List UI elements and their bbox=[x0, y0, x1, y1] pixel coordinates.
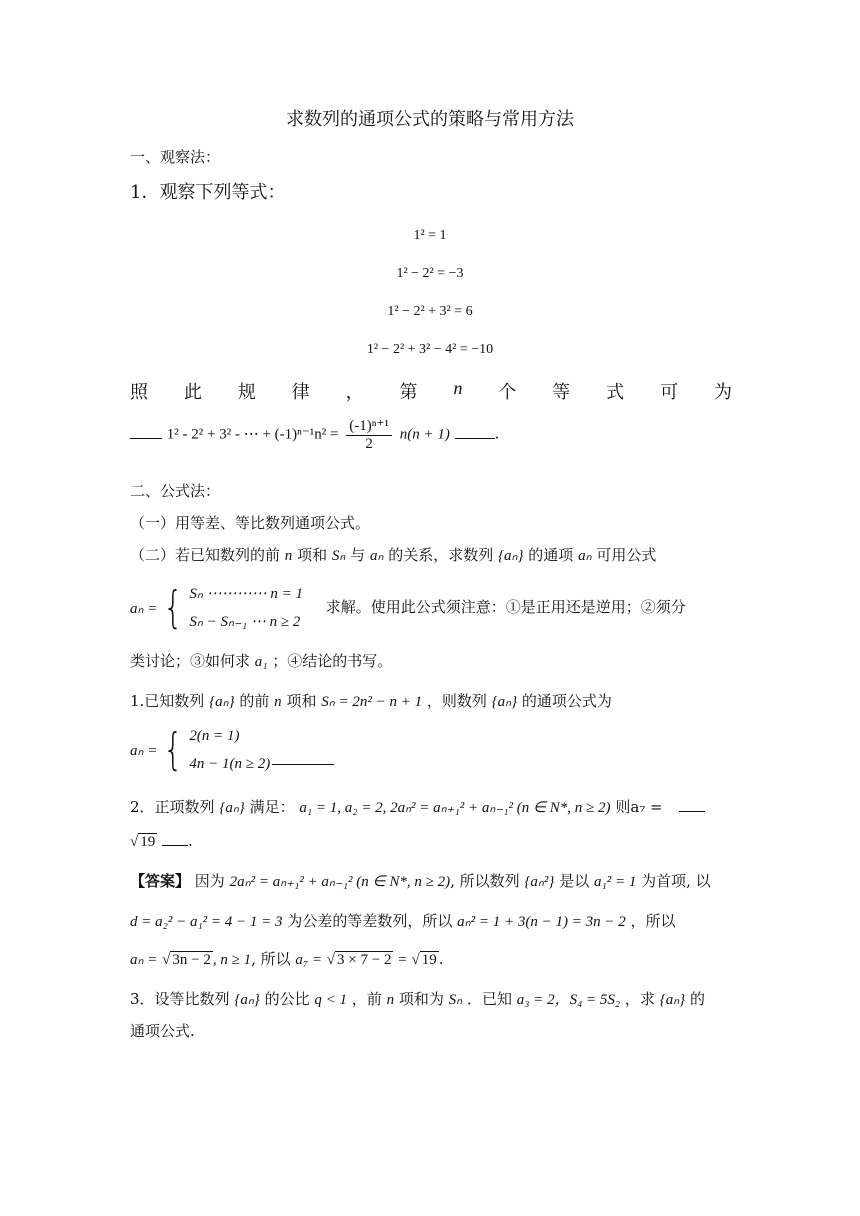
answer-line-a: 【答案】 因为 2aₙ² = aₙ₊₁² + aₙ₋₁² (n ∈ N*, n ≥ 2), 所以数列 {aₙ²} 是以 a₁² = 1 为首项, 以 bbox=[130, 872, 711, 890]
question-3-answer: √ 19 . bbox=[130, 832, 193, 850]
answer-blank-right bbox=[455, 438, 495, 439]
pattern-sentence bbox=[130, 378, 732, 404]
pattern-word: 可 bbox=[660, 382, 679, 403]
section-heading-formula: 二、公式法： bbox=[130, 482, 221, 500]
page-title: 求数列的通项公式的策略与常用方法 bbox=[286, 109, 574, 130]
left-brace-icon: { bbox=[163, 724, 184, 775]
answer-line-b: d = a₂² − a₁² = 4 − 1 = 3 为公差的等差数列，所以 aₙ² = 1 + 3(n − 1) = 3n − 2 ，所以 bbox=[130, 912, 676, 930]
fraction-numerator: (-1)ⁿ⁺¹ bbox=[346, 416, 392, 436]
question-2-line: 1.已知数列 {aₙ} 的前 n 项和 Sₙ = 2n² − n + 1 ，则数列 {aₙ} 的通项公式为 bbox=[130, 692, 612, 710]
case-row-2: Sₙ − Sₙ₋₁ ⋯ n ≥ 2 bbox=[189, 614, 301, 630]
answer-line-c: aₙ = √ 3n − 2 , n ≥ 1, 所以 a₇ = √ 3 × 7 − 2 = √ 19 . bbox=[130, 950, 444, 968]
pattern-word: 律 bbox=[291, 382, 310, 403]
question-3-condition: a₁ = 1, a₂ = 2, 2aₙ² = aₙ₊₁² + aₙ₋₁² (n ∈ N*, n ≥ 2) bbox=[299, 800, 611, 816]
left-brace-icon: { bbox=[163, 582, 184, 633]
answer-tag: 【答案】 bbox=[130, 872, 191, 890]
question-2-formula: Sₙ = 2n² − n + 1 bbox=[321, 694, 423, 710]
equation-2: 1² − 2² = −3 bbox=[396, 266, 464, 281]
formula-paragraph-1: （一）用等差、等比数列通项公式。 bbox=[130, 514, 371, 532]
answer-row-1: 2(n = 1) bbox=[189, 728, 240, 744]
formula-case-line bbox=[130, 580, 686, 636]
answer-fraction bbox=[346, 416, 392, 453]
pattern-word: 式 bbox=[606, 382, 625, 403]
formula-notes: 求解。使用此公式须注意：①是正用还是逆用；②须分 bbox=[325, 598, 686, 616]
pattern-word: 个 bbox=[498, 382, 517, 403]
question-3-line: 2．正项数列 {aₙ} 满足： a₁ = 1, a₂ = 2, 2aₙ² = aₙ₊₁² + aₙ₋₁² (n ∈ N*, n ≥ 2) 则a₇ = bbox=[130, 796, 705, 817]
answer-rest: n(n + 1) bbox=[399, 426, 450, 443]
question-1-label: 1．观察下列等式： bbox=[130, 182, 286, 203]
pattern-word: 照 bbox=[130, 382, 148, 403]
answer-blank bbox=[679, 811, 705, 812]
case-row-1: Sₙ ⋯⋯⋯⋯ n = 1 bbox=[189, 586, 303, 602]
question-4-line: 3．设等比数列 {aₙ} 的公比 q < 1 ，前 n 项和为 Sₙ ．已知 a₃ = 2，S₄ = 5S₂ ，求 {aₙ} 的 bbox=[130, 990, 705, 1008]
pattern-word: 为 bbox=[713, 382, 732, 403]
answer-row-2: 4n − 1(n ≥ 2) bbox=[189, 756, 271, 772]
pattern-word: 规 bbox=[237, 382, 256, 403]
pattern-word: n bbox=[453, 378, 463, 398]
pattern-word: 等 bbox=[552, 382, 571, 403]
answer-lhs: 1² - 2² + 3² - ⋯ + (-1)ⁿ⁻¹n² = bbox=[166, 426, 339, 443]
formula-paragraph-2: （二）若已知数列的前 n 项和 Sₙ 与 aₙ 的关系，求数列 {aₙ} 的通项 aₙ 可用公式 bbox=[130, 546, 657, 564]
sqrt-19: √ 19 bbox=[130, 834, 156, 850]
formula-paragraph-4: 类讨论；③如何求 a₁ ；④结论的书写。 bbox=[130, 652, 393, 670]
pattern-word: 第 bbox=[399, 382, 418, 403]
answer-underline bbox=[272, 764, 334, 765]
answer-line-1: 1² - 2² + 3² - ⋯ + (-1)ⁿ⁻¹n² = $\frac{\text{(-1)ⁿ⁺¹}}{2}$ n(n + 1) . bbox=[130, 416, 499, 453]
question-4-line-2: 通项公式. bbox=[130, 1022, 195, 1040]
equation-1: 1² = 1 bbox=[413, 228, 447, 243]
section-heading-observation: 一、观察法： bbox=[130, 148, 221, 166]
equation-4: 1² − 2² + 3² − 4² = −10 bbox=[366, 342, 494, 357]
answer-blank-left bbox=[130, 438, 162, 439]
fraction-denominator: 2 bbox=[365, 436, 373, 452]
pattern-word: 此 bbox=[183, 382, 202, 403]
piecewise-formula: aₙ = { Sₙ ⋯⋯⋯⋯ n = 1 Sₙ − Sₙ₋₁ ⋯ n ≥ 2 bbox=[130, 580, 303, 636]
question-2-answer: aₙ = { 2(n = 1) 4n − 1(n ≥ 2) bbox=[130, 722, 334, 778]
pattern-word: ， bbox=[345, 382, 364, 403]
equation-3: 1² − 2² + 3² = 6 bbox=[387, 304, 473, 319]
